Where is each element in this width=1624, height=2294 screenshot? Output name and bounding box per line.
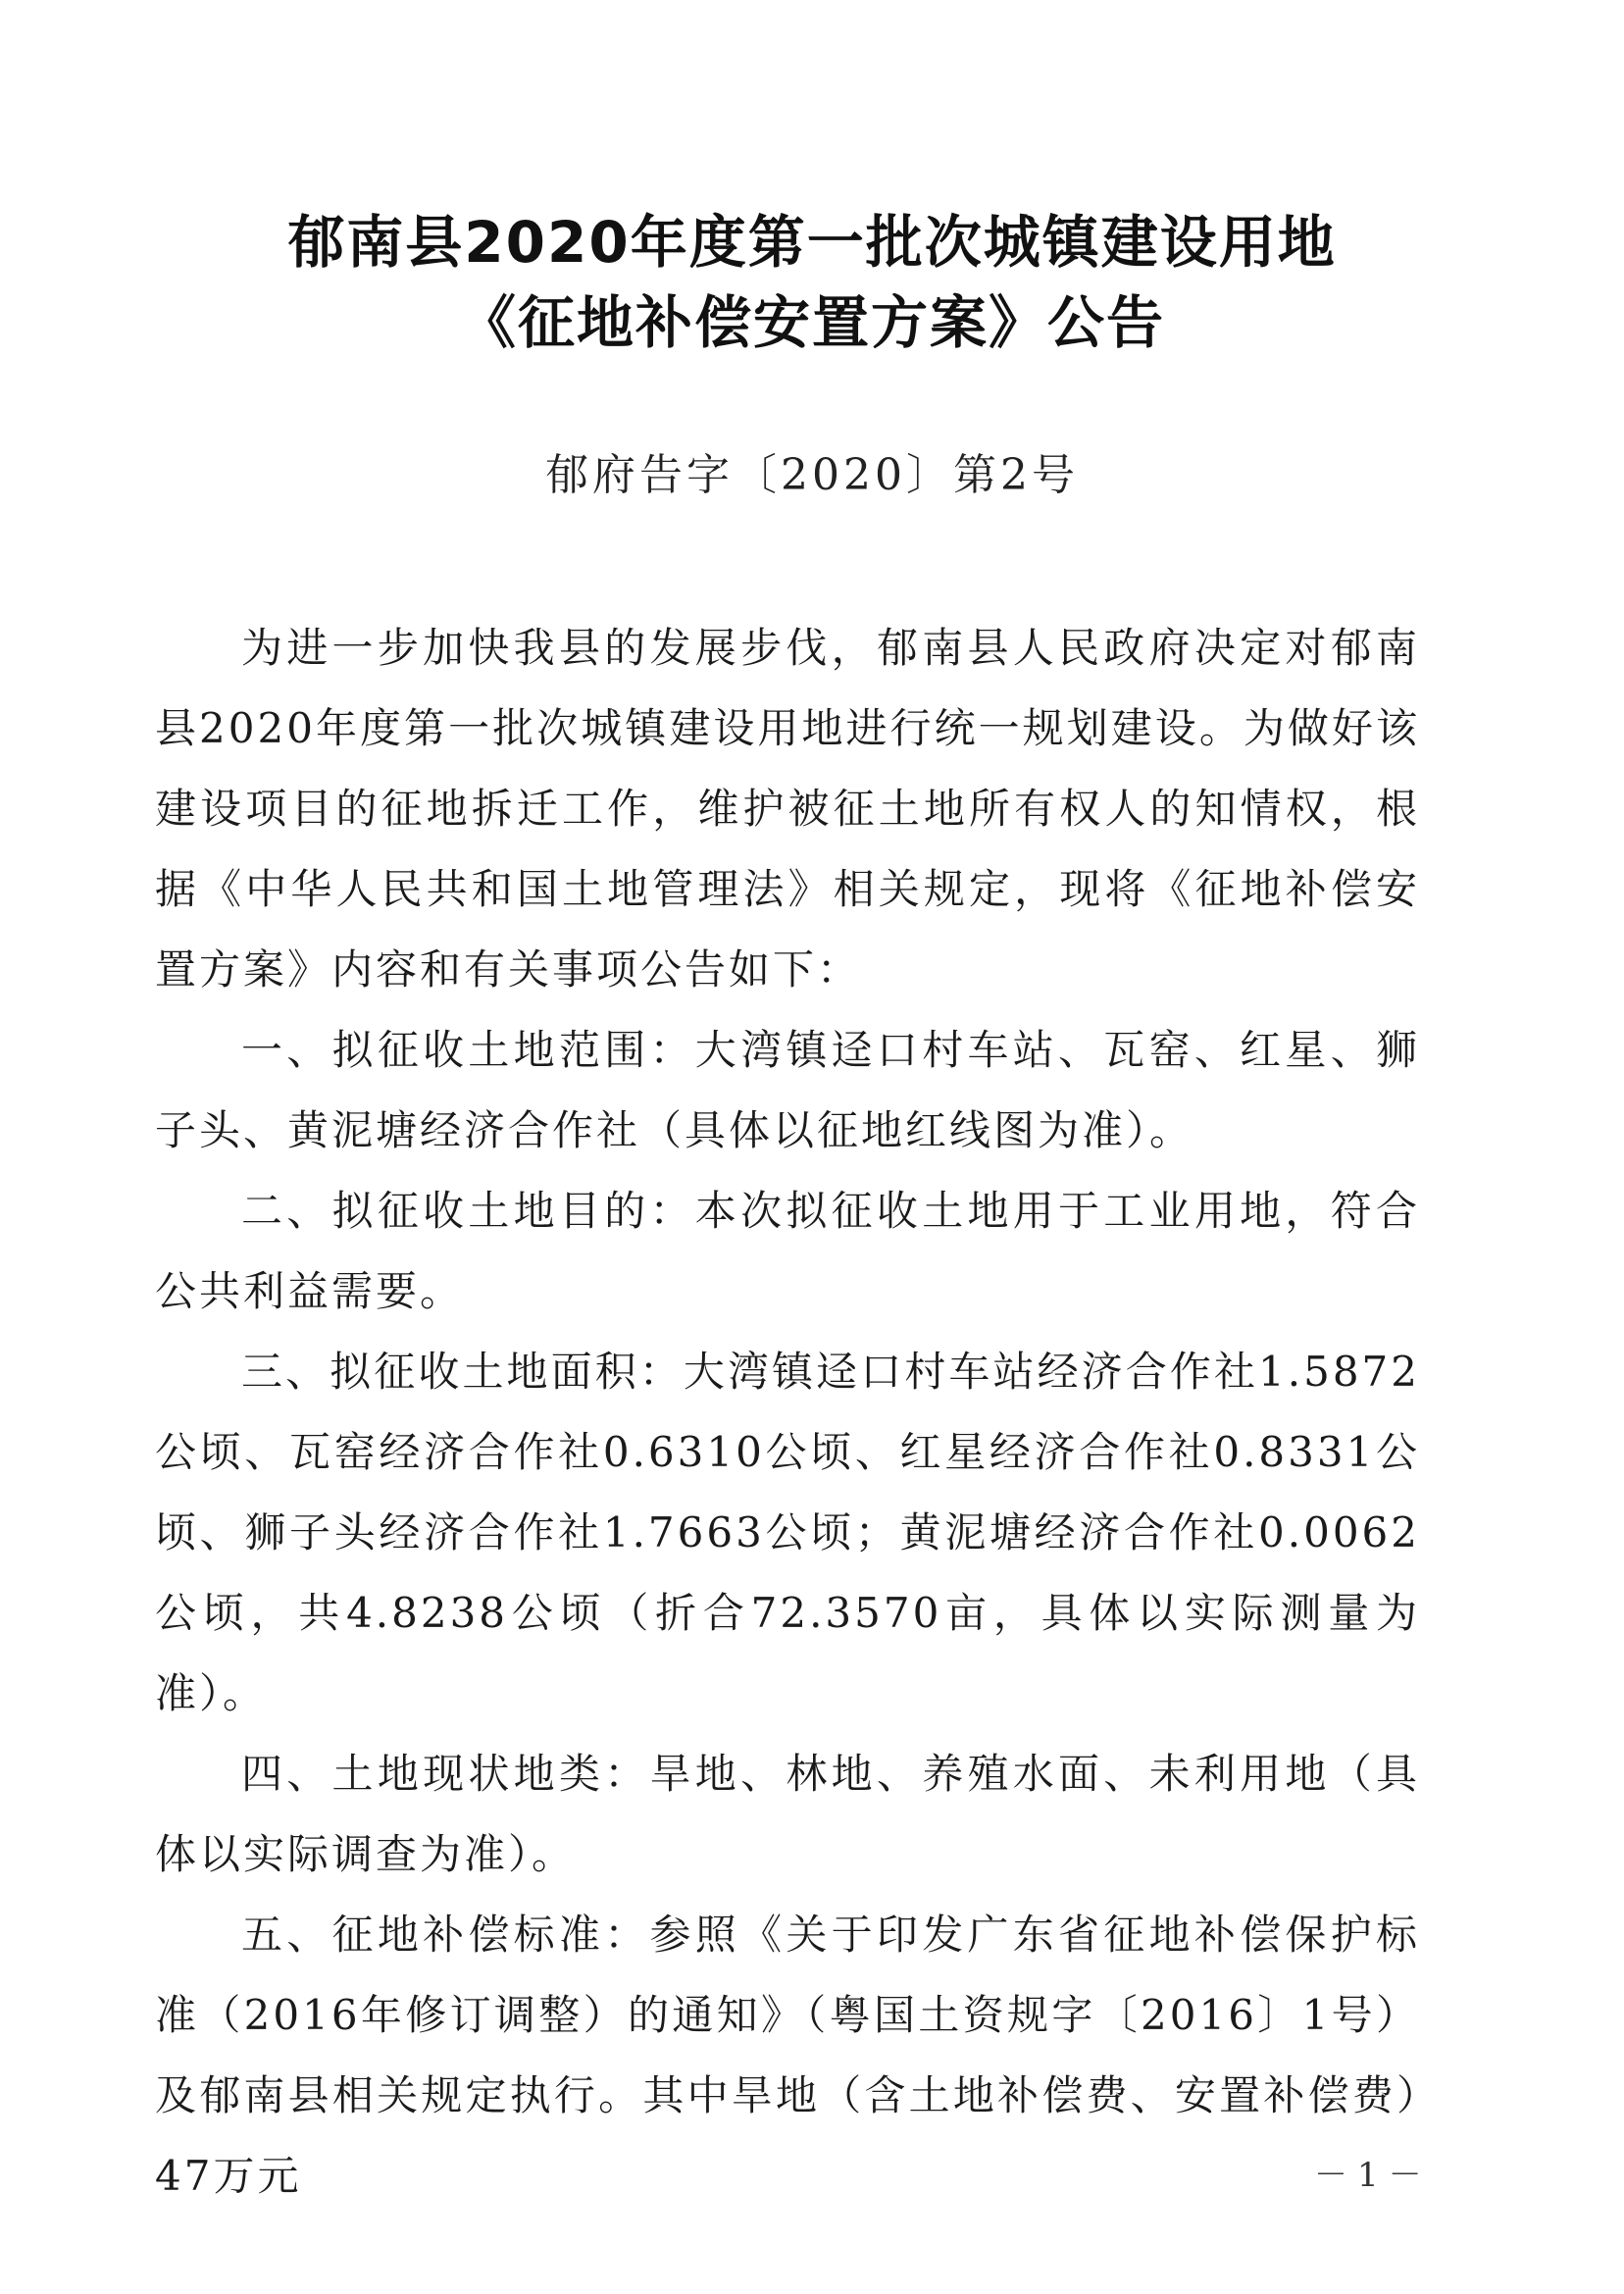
- paragraph-compensation: 五、征地补偿标准：参照《关于印发广东省征地补偿保护标准（2016年修订调整）的通知》（粤国土资规字〔2016〕1号）及郁南县相关规定执行。其中旱地（含土地补偿费、安置补偿费）47万元: [155, 1911, 1420, 2200]
- paragraph-scope: 一、拟征收土地范围：大湾镇迳口村车站、瓦窑、红星、狮子头、黄泥塘经济合作社（具体以征地红线图为准）。: [155, 1026, 1420, 1154]
- document-title-line2: 《征地补偿安置方案》公告: [458, 289, 1165, 356]
- page-number: －1－: [1314, 2156, 1432, 2195]
- document-title-line1: 郁南县2020年度第一批次城镇建设用地: [287, 209, 1337, 276]
- document-body: [155, 608, 1420, 2217]
- paragraph-land-type: 四、土地现状地类：旱地、林地、养殖水面、未利用地（具体以实际调查为准）。: [155, 1750, 1420, 1878]
- paragraph-purpose: 二、拟征收土地目的：本次拟征收土地用于工业用地，符合公共利益需要。: [155, 1187, 1420, 1315]
- paragraph-intro: 为进一步加快我县的发展步伐，郁南县人民政府决定对郁南县2020年度第一批次城镇建设用地进行统一规划建设。为做好该建设项目的征地拆迁工作，维护被征土地所有权人的知情权，根据《中华人民共和国土地管理法》相关规定，现将《征地补偿安置方案》内容和有关事项公告如下：: [155, 624, 1420, 994]
- document-number: 郁府告字〔2020〕第2号: [545, 450, 1079, 500]
- paragraph-area: 三、拟征收土地面积：大湾镇迳口村车站经济合作社1.5872公顷、瓦窑经济合作社0.6310公顷、红星经济合作社0.8331公顷、狮子头经济合作社1.7663公顷；黄泥塘经济合作社0.0062公顷，共4.8238公顷（折合72.3570亩，具体以实际测量为准）。: [155, 1348, 1420, 1717]
